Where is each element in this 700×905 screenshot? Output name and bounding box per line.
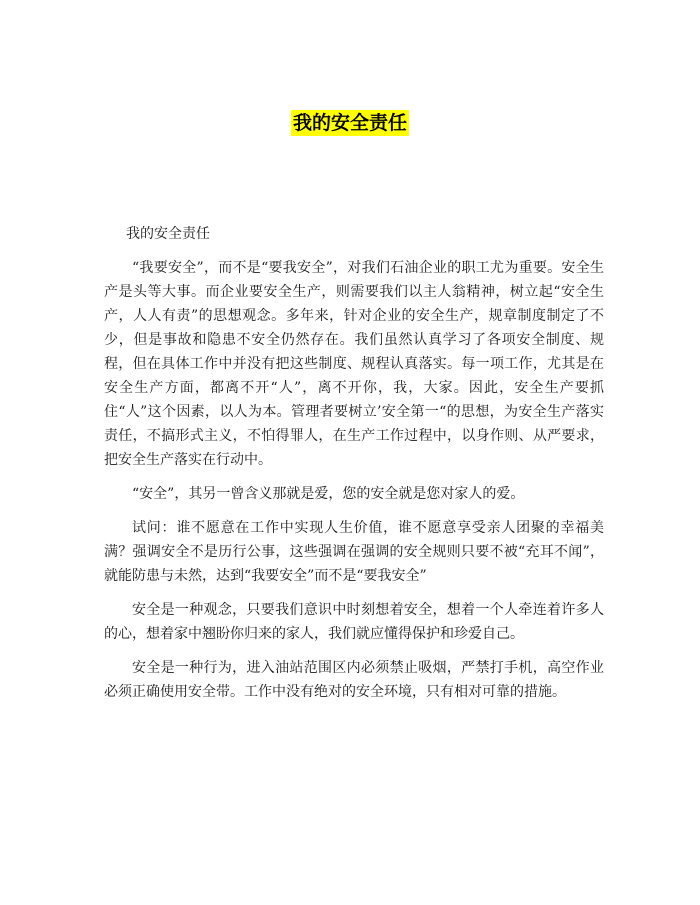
paragraph-3: 试问：谁不愿意在工作中实现人生价值，谁不愿意享受亲人团聚的幸福美满？强调安全不是历行公事，这些强调在强调的安全规则只要不被“充耳不闻”，就能防患与未然，达到“我要安全”而不是“要我安全” [104,520,604,584]
paragraph-4: 安全是一种观念，只要我们意识中时刻想着安全，想着一个人牵连着许多人的心，想着家中翘盼你归来的家人，我们就应懂得保护和珍爱自己。 [104,602,604,642]
paragraph-1: “我要安全”，而不是“要我安全”，对我们石油企业的职工尤为重要。安全生产是头等大事。而企业要安全生产，则需要我们以主人翁精神，树立起“安全生产，人人有责”的思想观念。多年来，针对企业的安全生产，规章制度制定了不少，但是事故和隐患不安全仍然存在。我们虽然认真学习了各项安全制度、规程，但在具体工作中并没有把这些制度、规程认真落实。每一项工作，尤其是在安全生产方面，都离不开“人”，离不开你，我，大家。因此，安全生产要抓住“人”这个因素，以人为本。管理者要树立’安全第一“的思想，为安全生产落实责任，不搞形式主义，不怕得罪人，在生产工作过程中，以身作则、从严要求，把安全生产落实在行动中。 [104,260,604,468]
paragraph-5: 安全是一种行为，进入油站范围区内必须禁止吸烟，严禁打手机，高空作业必须正确使用安全带。工作中没有绝对的安全环境，只有相对可靠的措施。 [104,660,604,700]
document-title: 我的安全责任 [292,112,407,134]
subheading: 我的安全责任 [126,226,210,242]
paragraph-2: “安全”，其另一曾含义那就是爱，您的安全就是您对家人的爱。 [132,486,525,502]
title-container [0,110,700,136]
document-body [104,222,604,714]
